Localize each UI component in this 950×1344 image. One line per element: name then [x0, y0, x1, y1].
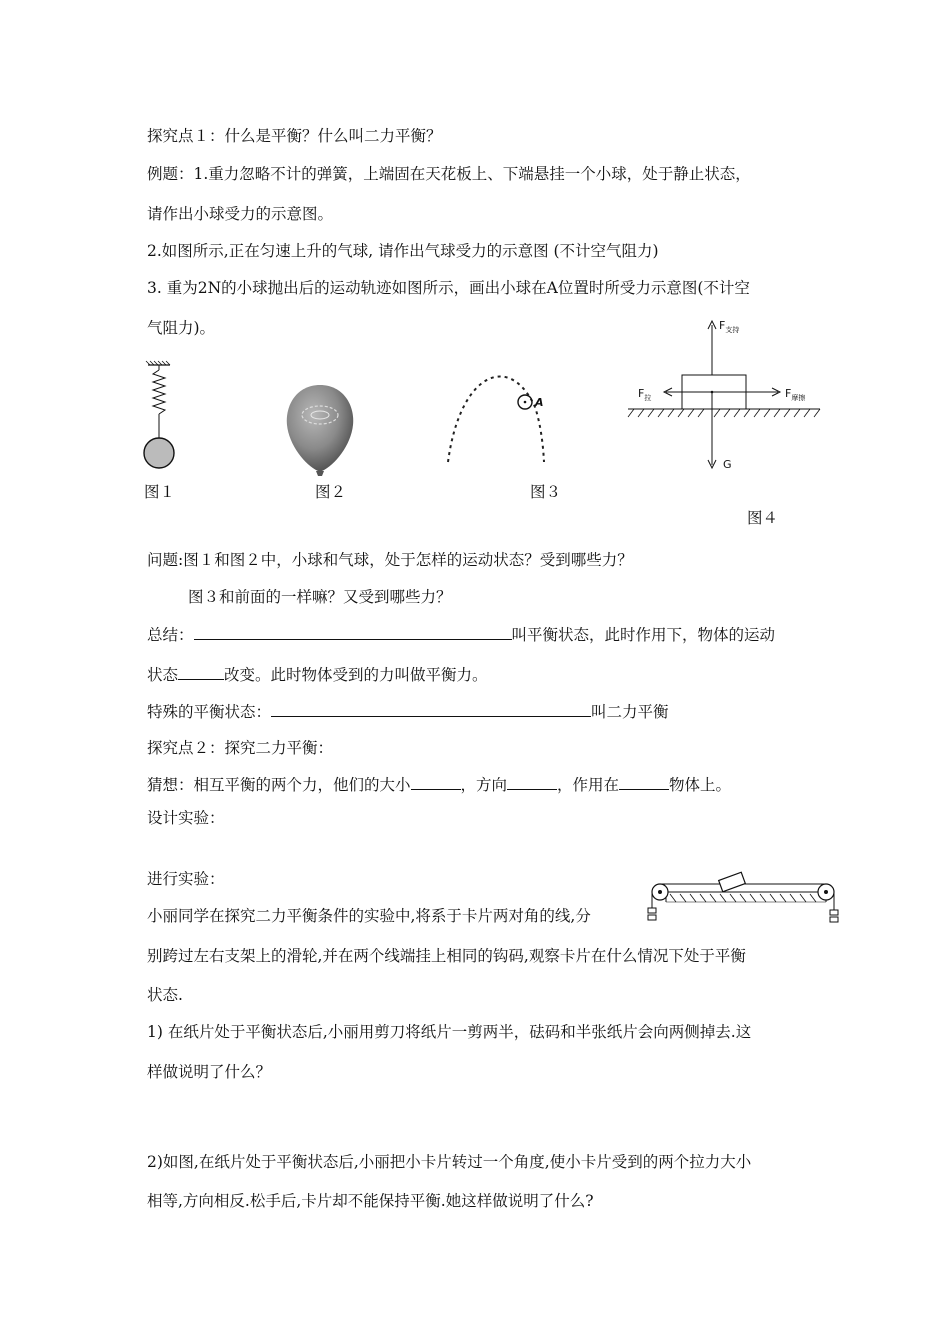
summary-text: 叫平衡状态，此时作用下，物体的运动: [511, 626, 776, 644]
figure-3-caption: 图３: [530, 483, 562, 501]
summary-label: 总结：: [147, 626, 194, 644]
question-2-line-2: 相等,方向相反.松手后,卡片却不能保持平衡.她这样做说明了什么?: [147, 1192, 594, 1210]
figure-1-spring-ball: [140, 360, 190, 470]
special-state-label: 特殊的平衡状态：: [147, 703, 272, 721]
point-a-label: A: [535, 396, 544, 409]
pulley-apparatus-figure: [648, 870, 838, 932]
direction-blank[interactable]: [507, 773, 557, 790]
conduct-experiment: 进行实验：: [147, 870, 225, 888]
heading-point-1: 探究点１：什么是平衡？什么叫二力平衡？: [147, 127, 442, 145]
hypothesis-b: ，方向: [460, 776, 508, 794]
special-state-line: [147, 700, 669, 722]
design-experiment: 设计实验：: [147, 809, 225, 827]
example-3-line-1: 3. 重为2N的小球抛出后的运动轨迹如图所示，画出小球在A位置时所受力示意图(不计空: [147, 279, 750, 297]
support-force-label: $F_{支持}$: [719, 319, 740, 334]
special-state-text: 叫二力平衡: [591, 703, 669, 721]
question-line-2: 图３和前面的一样嘛？又受到哪些力？: [188, 588, 452, 606]
question-1-line-1: 1) 在纸片处于平衡状态后,小丽用剪刀将纸片一剪两半，砝码和半张纸片会向两侧掉去.这: [147, 1023, 752, 1041]
experiment-line-2: 别跨过左右支架上的滑轮,并在两个线端挂上相同的钩码,观察卡片在什么情况下处于平衡: [147, 947, 746, 965]
example-1-line-1: 例题：1.重力忽略不计的弹簧，上端固在天花板上、下端悬挂一个小球，处于静止状态，: [147, 165, 751, 183]
example-1-line-2: 请作出小球受力的示意图。: [147, 205, 334, 223]
pull-force-label: $F_拉$: [638, 387, 652, 402]
summary-blank[interactable]: [194, 623, 512, 640]
figure-4-caption: 图４: [747, 509, 779, 527]
figure-2-caption: 图２: [315, 483, 347, 501]
experiment-line-3: 状态.: [147, 986, 183, 1004]
figure-2-balloon: [285, 383, 355, 478]
question-1-line-2: 样做说明了什么？: [147, 1063, 272, 1081]
state-text: 改变。此时物体受到的力叫做平衡力。: [224, 666, 488, 684]
special-state-blank[interactable]: [271, 700, 591, 717]
state-blank[interactable]: [178, 663, 224, 680]
size-blank[interactable]: [411, 773, 461, 790]
example-3-line-2: 气阻力)。: [147, 319, 216, 337]
question-line-1: 问题:图１和图２中，小球和气球，处于怎样的运动状态？受到哪些力？: [147, 551, 633, 569]
object-blank[interactable]: [619, 773, 669, 790]
summary-line-2: [147, 663, 488, 685]
gravity-label: G: [723, 458, 732, 471]
state-label: 状态: [147, 666, 179, 684]
friction-force-label: $F_{摩擦}$: [785, 387, 806, 402]
experiment-line-1: 小丽同学在探究二力平衡条件的实验中,将系于卡片两对角的线,分: [147, 907, 591, 925]
hypothesis-line: [147, 773, 731, 795]
figure-4-force-diagram: [620, 315, 840, 480]
heading-point-2: 探究点２：探究二力平衡：: [147, 739, 334, 757]
hypothesis-c: ，作用在: [557, 776, 620, 794]
example-2: 2.如图所示,正在匀速上升的气球, 请作出气球受力的示意图 (不计空气阻力): [147, 242, 659, 260]
hypothesis-d: 物体上。: [669, 776, 732, 794]
question-2-line-1: 2)如图,在纸片处于平衡状态后,小丽把小卡片转过一个角度,使小卡片受到的两个拉力大小: [147, 1153, 752, 1171]
figure-3-trajectory: [440, 362, 550, 467]
hypothesis-a: 猜想：相互平衡的两个力，他们的大小: [147, 776, 411, 794]
figure-1-caption: 图１: [144, 483, 176, 501]
summary-line-1: [147, 623, 775, 645]
